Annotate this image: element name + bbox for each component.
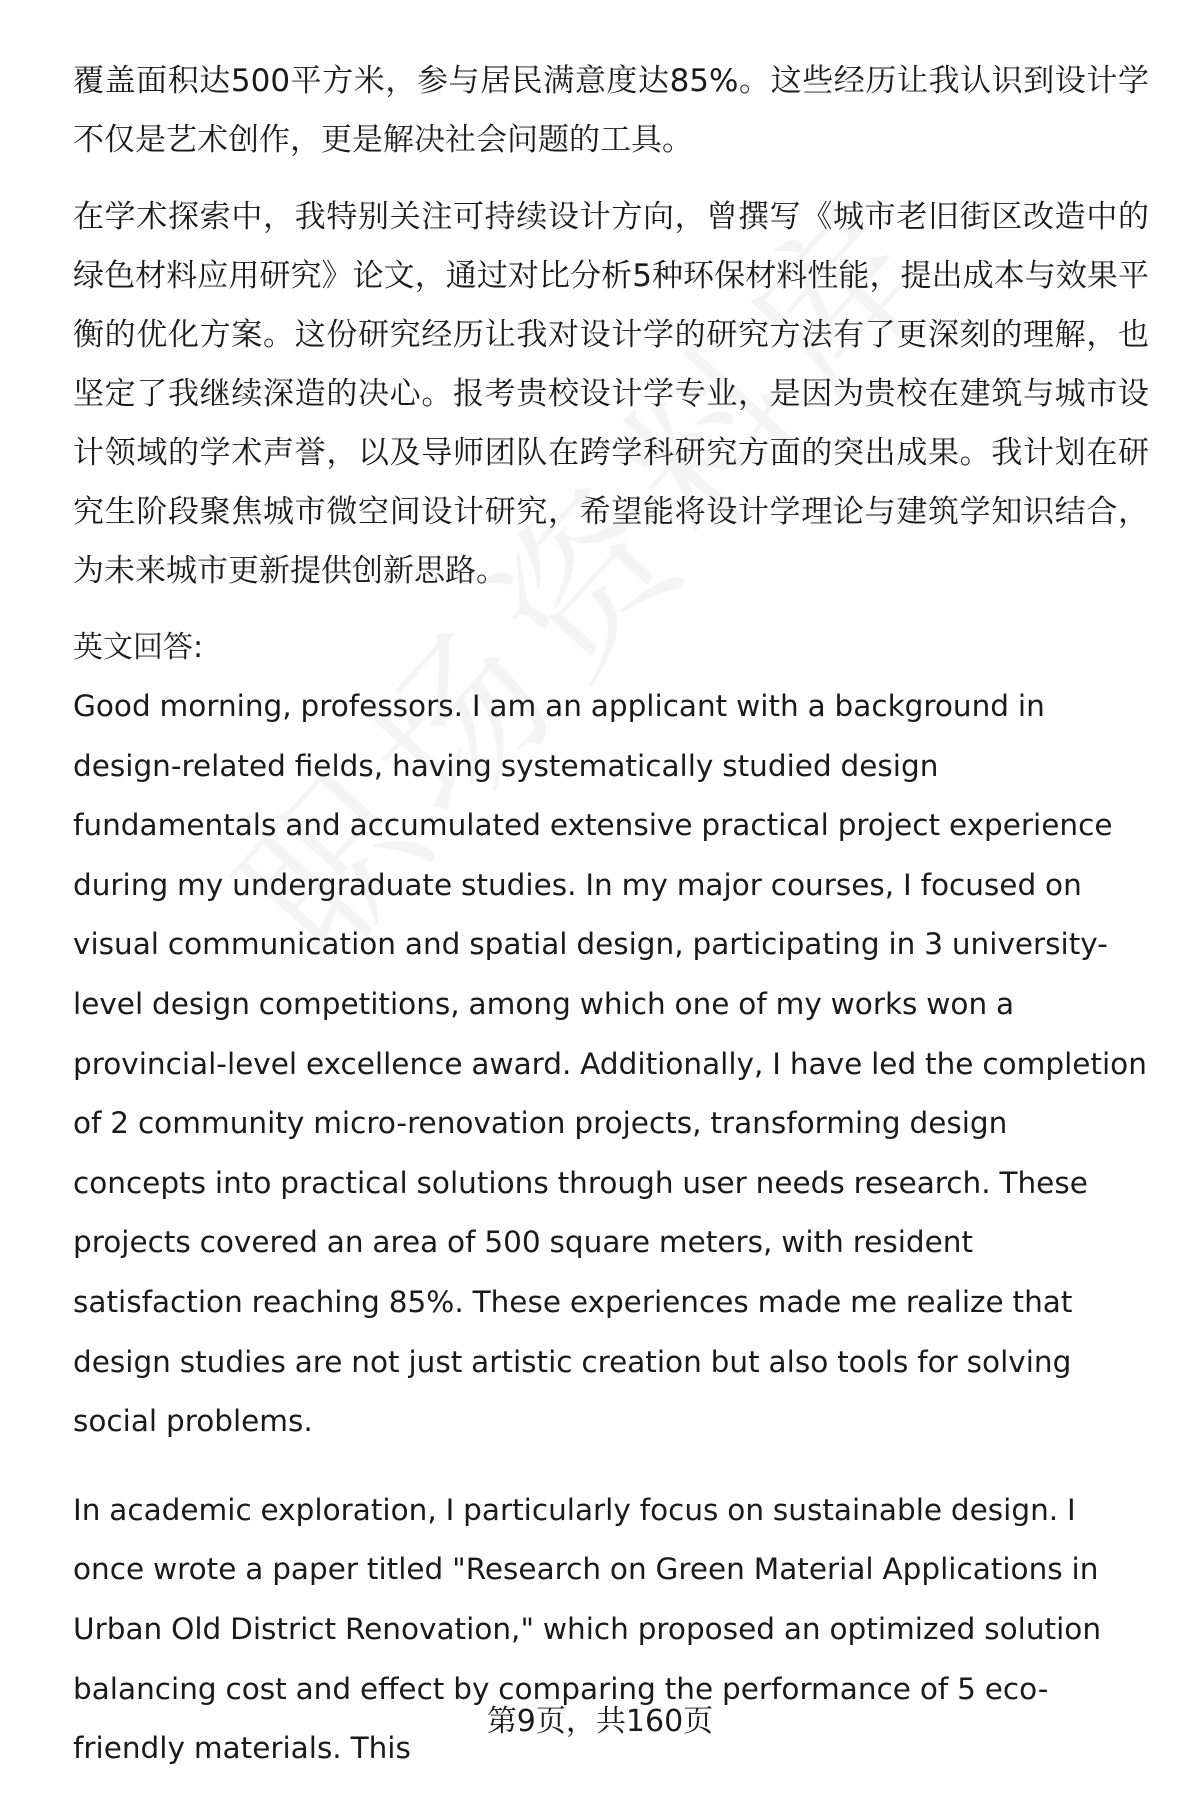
document-body <box>73 52 1149 1808</box>
page-number-footer: 第9页，共160页 <box>486 1704 714 1739</box>
english-paragraph-2: In academic exploration, I particularly focus on sustainable design. I once wrote a paper titled "Research on Green Material Applications in Urban Old District Renovation," which proposed an optimized solution balancing cost and effect by comparing the performance of 5 eco-friendly materials. This <box>73 1492 1102 1766</box>
english-paragraph-1: Good morning, professors. I am an applicant with a background in design-related fields, having systematically studied design fundamentals and accumulated extensive practical project experience during my undergraduate studies. In my major courses, I focused on visual communication and spatial design, participating in 3 university-level design competitions, among which one of my works won a provincial-level excellence award. Additionally, I have led the completion of 2 community micro-renovation projects, transforming design concepts into practical solutions through user needs research. These projects covered an area of 500 square meters, with resident satisfaction reaching 85%. These experiences made me realize that design studies are not just artistic creation but also tools for solving social problems. <box>73 689 1147 1439</box>
english-answer-label: 英文回答: <box>73 630 204 665</box>
chinese-paragraph-2: 在学术探索中，我特别关注可持续设计方向，曾撰写《城市老旧街区改造中的绿色材料应用研究》论文，通过对比分析5种环保材料性能，提出成本与效果平衡的优化方案。这份研究经历让我对设计学的研究方法有了更深刻的理解，也坚定了我继续深造的决心。报考贵校设计学专业，是因为贵校在建筑与城市设计领域的学术声誉，以及导师团队在跨学科研究方面的突出成果。我计划在研究生阶段聚焦城市微空间设计研究，希望能将设计学理论与建筑学知识结合，为未来城市更新提供创新思路。 <box>73 199 1149 589</box>
chinese-paragraph-1: 覆盖面积达500平方米，参与居民满意度达85%。这些经历让我认识到设计学不仅是艺术创作，更是解决社会问题的工具。 <box>73 63 1149 158</box>
